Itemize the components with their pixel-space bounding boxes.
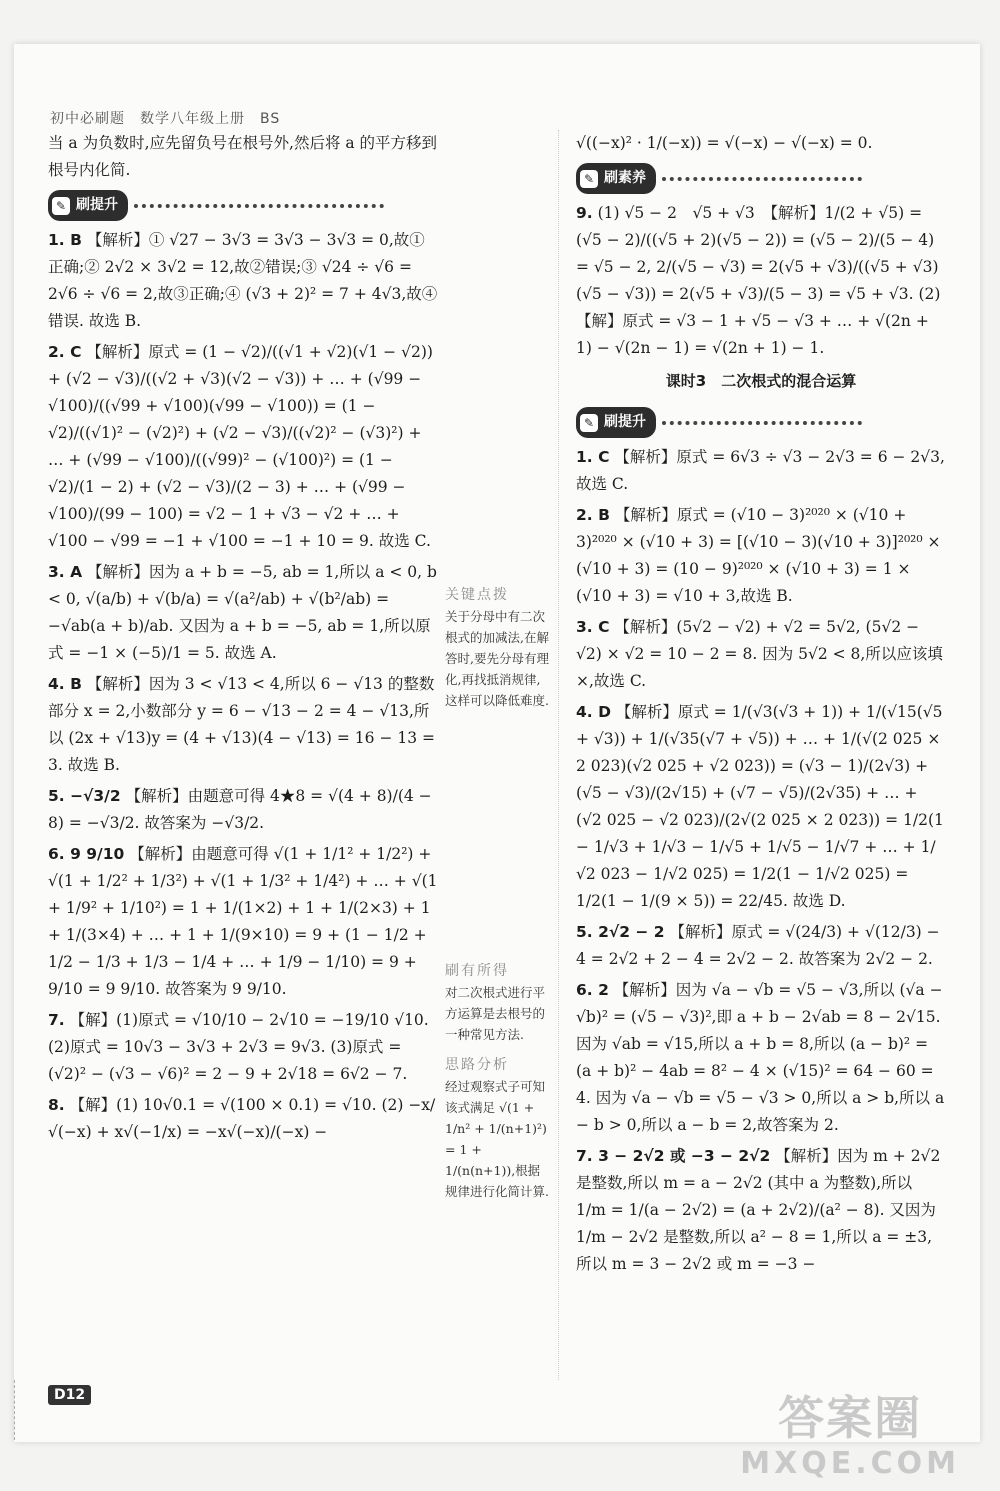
side-note-title: 刷有所得 [445, 963, 509, 979]
answer-number: 7. [48, 1011, 65, 1029]
pencil-icon: ✎ [52, 197, 70, 215]
answer-number: 1. B [48, 231, 82, 249]
answer-text: 【解析】(5√2 − √2) + √2 = 5√2, (5√2 − √2) × √2 = 10 − 2 = 8. 因为 5√2 < 8,所以应该填 ×,故选 C. [576, 618, 943, 690]
dotted-rule [662, 177, 862, 181]
answer-text: 【解析】因为 a + b = −5, ab = 1,所以 a < 0, b < 0, √(a/b) + √(b/a) = √(a²/ab) + √(b²/ab) = −√ab(a + b)/ab. 又因为 a + b = −5, ab = 1,所以原式 = −1 × (−5)/1 = 5. 故选 A. [48, 563, 437, 662]
side-note-title: 思路分析 [445, 1057, 509, 1073]
answer-item [576, 200, 946, 362]
side-note-text: 关于分母中有二次根式的加减法,在解答时,要先分母有理化,再找抵消规律,这样可以降低难度. [445, 609, 549, 708]
answer-item [576, 919, 946, 973]
section-title: 课时3 二次根式的混合运算 [665, 372, 857, 390]
answer-item [576, 1143, 946, 1278]
side-note [445, 1055, 550, 1202]
left-column [48, 130, 440, 1150]
badge-row [48, 184, 440, 227]
badge-label: 刷素养 [604, 170, 646, 186]
answer-number: 4. B [48, 675, 82, 693]
side-note [445, 585, 550, 711]
side-note-text: 对二次根式进行平方运算是去根号的一种常见方法. [445, 985, 546, 1042]
answer-text: (1) √5 − 2 √5 + √3 【解析】1/(2 + √5) = (√5 − 2)/((√5 + 2)(√5 − 2)) = (√5 − 2)/(5 − 4) = √5 − 2, 2/(√5 − √3) = 2(√5 + √3)/((√5 + √3)(√5 − √3)) = 2(√5 + √3)/(5 − 3) = √5 + √3. (2)【解】原式 = √3 − 1 + √5 − √3 + … + √(2n + 1) − √(2n − 1) = √(2n + 1) − 1. [576, 204, 941, 357]
badge-label: 刷提升 [76, 197, 118, 213]
badge-label: 刷提升 [604, 414, 646, 430]
answer-number: 3. A [48, 563, 83, 581]
answer-item [576, 614, 946, 695]
answer-item [48, 559, 440, 667]
answer-item [48, 1007, 440, 1088]
pencil-icon: ✎ [580, 414, 598, 432]
side-note-text: 经过观察式子可知该式满足 √(1 + 1/n² + 1/(n+1)²) = 1 + 1/(n(n+1)),根据规律进行化简计算. [445, 1079, 549, 1199]
answer-number: 6. 2 [576, 981, 609, 999]
answer-number: 6. 9 9/10 [48, 845, 125, 863]
intro-text: 当 a 为负数时,应先留负号在根号外,然后将 a 的平方移到根号内化简. [48, 134, 438, 179]
answer-item [576, 699, 946, 915]
answer-number: 2. C [48, 343, 82, 361]
badge-row [576, 401, 946, 444]
answer-text: 【解析】原式 = (√10 − 3)²⁰²⁰ × (√10 + 3)²⁰²⁰ × (√10 + 3) = [(√10 − 3)(√10 + 3)]²⁰²⁰ × (√10 + 3) = (10 − 9)²⁰²⁰ × (√10 + 3) = 1 × (√10 + 3) = √10 + 3,故选 B. [576, 506, 941, 605]
dotted-rule [662, 421, 862, 425]
section-badge [48, 190, 128, 221]
answer-text: 【解析】因为 √a − √b = √5 − √3,所以 (√a − √b)² = (√5 − √3)²,即 a + b − 2√ab = 8 − 2√15. 因为 √ab = √15,所以 a + b = 8,所以 (a − b)² = (a + b)² − 4ab = 8² − 4 × (√15)² = 64 − 60 = 4. 因为 √a − √b = √5 − √3 > 0,所以 a > b,所以 a − b > 0,所以 a − b = 2,故答案为 2. [576, 981, 945, 1134]
answer-item [48, 671, 440, 779]
badge-row [576, 157, 946, 200]
section-badge [576, 163, 656, 194]
answer-item [48, 841, 440, 1003]
answer-item [48, 339, 440, 555]
answer-item [576, 444, 946, 498]
answer-number: 9. [576, 204, 593, 222]
answer-number: 5. −√3/2 [48, 787, 121, 805]
answer-item [48, 1092, 440, 1146]
page-header: 初中必刷题 数学八年级上册 BS [50, 111, 281, 127]
answer-number: 3. C [576, 618, 610, 636]
answer-text: 【解析】由题意可得 √(1 + 1/1² + 1/2²) + √(1 + 1/2² + 1/3²) + √(1 + 1/3² + 1/4²) + … + √(1 + 1/9² + 1/10²) = 1 + 1/(1×2) + 1 + 1/(2×3) + 1 + 1/(3×4) + … + 1 + 1/(9×10) = 9 + (1 − 1/2 + 1/2 − 1/3 + 1/3 − 1/4 + … + 1/9 − 1/10) = 9 + 9/10 = 9 9/10. 故答案为 9 9/10. [48, 845, 438, 998]
answer-number: 8. [48, 1096, 65, 1114]
pencil-icon: ✎ [580, 170, 598, 188]
answer-number: 4. D [576, 703, 611, 721]
answer-text: 【解析】原式 = 1/(√3(√3 + 1)) + 1/(√15(√5 + √3)) + 1/(√35(√7 + √5)) + … + 1/(√(2 025 × 2 023)(√2 025 + √2 023)) = (√3 − 1)/(2√3) + (√5 − √3)/(2√15) + (√7 − √5)/(2√35) + … + (√2 025 − √2 023)/(2√(2 025 × 2 023)) = 1/2(1 − 1/√3 + 1/√3 − 1/√5 + 1/√5 − 1/√7 + … + 1/√2 023 − 1/√2 025) = 1/2(1 − 1/√2 025) = 1/2(1 − 1/(9 × 5)) = 22/45. 故选 D. [576, 703, 944, 910]
column-divider [558, 130, 560, 1380]
answer-text: 【解析】原式 = (1 − √2)/((√1 + √2)(√1 − √2)) + (√2 − √3)/((√2 + √3)(√2 − √3)) + … + (√99 − √100)/((√99 + √100)(√99 − √100)) = (1 − √2)/((√1)² − (√2)²) + (√2 − √3)/((√2)² − (√3)²) + … + (√99 − √100)/((√99)² − (√100)²) = (1 − √2)/(1 − 2) + (√2 − √3)/(2 − 3) + … + (√99 − √100)/(99 − 100) = √2 − 1 + √3 − √2 + … + √100 − √99 = −1 + √100 = −1 + 10 = 9. 故选 C. [48, 343, 433, 550]
answer-text: 【解】(1)原式 = √10/10 − 2√10 = −19/10 √10. (2)原式 = 10√3 − 3√3 + 2√3 = 9√3. (3)原式 = (√2)² − (√3 − √6)² = 2 − 9 + 2√18 = 6√2 − 7. [48, 1011, 429, 1083]
answer-number: 2. B [576, 506, 610, 524]
answer-number: 1. C [576, 448, 610, 466]
answer-text: 【解】(1) 10√0.1 = √(100 × 0.1) = √10. (2) −x/√(−x) + x√(−1/x) = −x√(−x)/(−x) − [48, 1096, 436, 1141]
answer-number: 7. 3 − 2√2 或 −3 − 2√2 [576, 1147, 771, 1165]
answer-text: 【解析】原式 = √(24/3) + √(12/3) − 4 = 2√2 + 2 − 4 = 2√2 − 2. 故答案为 2√2 − 2. [576, 923, 940, 968]
watermark-line2: MXQE.COM [740, 1446, 960, 1481]
watermark-line1: 答案圈 [778, 1391, 923, 1445]
answer-text: 【解析】由题意可得 4★8 = √(4 + 8)/(4 − 8) = −√3/2. 故答案为 −√3/2. [48, 787, 432, 832]
answer-text: 【解析】原式 = 6√3 ÷ √3 − 2√3 = 6 − 2√3,故选 C. [576, 448, 945, 493]
dotted-rule [134, 204, 384, 208]
side-note [445, 961, 550, 1045]
answer-text: 【解析】① √27 − 3√3 = 3√3 − 3√3 = 0,故①正确;② 2√2 × 3√2 = 12,故②错误;③ √24 ÷ √6 = 2√6 ÷ √6 = 2,故③正确;④ (√3 + 2)² = 7 + 4√3,故④错误. 故选 B. [48, 231, 438, 330]
side-note-title: 关键点拨 [445, 587, 509, 603]
answer-item [48, 227, 440, 335]
side-notes [445, 585, 550, 1212]
answer-item [576, 502, 946, 610]
answer-number: 5. 2√2 − 2 [576, 923, 665, 941]
section-badge [576, 407, 656, 438]
continued-text: √((−x)² · 1/(−x)) = √(−x) − √(−x) = 0. [576, 134, 873, 152]
page-number: D12 [48, 1385, 91, 1405]
watermark-logo [740, 1391, 960, 1487]
answer-text: 【解析】因为 m + 2√2 是整数,所以 m = a − 2√2 (其中 a 为整数),所以 1/m = 1/(a − 2√2) = (a + 2√2)/(a² − 8). 又因为 1/m − 2√2 是整数,所以 a² − 8 = 1,所以 a = ±3,所以 m = 3 − 2√2 或 m = −3 − [576, 1147, 941, 1273]
answer-item [576, 977, 946, 1139]
answer-item [48, 783, 440, 837]
right-column [576, 130, 946, 1282]
page-corner-mark [14, 1380, 51, 1440]
answer-text: 【解析】因为 3 < √13 < 4,所以 6 − √13 的整数部分 x = 2,小数部分 y = 6 − √13 − 2 = 4 − √13,所以 (2x + √13)y = (4 + √13)(4 − √13) = 16 − 13 = 3. 故选 B. [48, 675, 436, 774]
